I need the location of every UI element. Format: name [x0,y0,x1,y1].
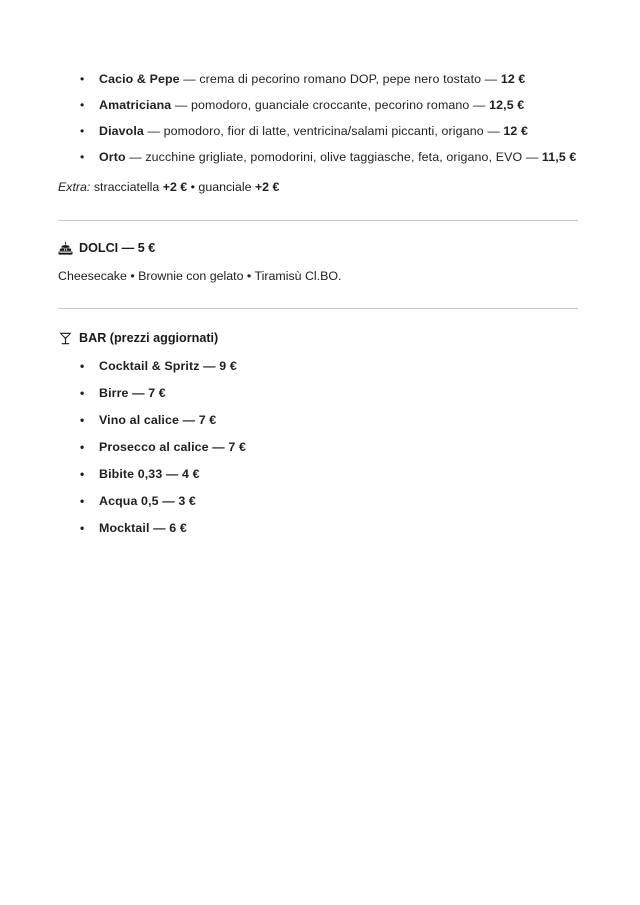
extra-line [58,179,580,195]
cocktail-glass-icon [58,331,73,346]
item-price-separator: — [182,413,196,427]
item-price-separator: — [132,386,145,400]
bar-heading-label: BAR (prezzi aggiornati) [79,331,219,345]
list-item [58,386,580,401]
item-separator: — [174,98,188,112]
bar-list [58,359,580,536]
item-price-separator: — [212,440,225,454]
item-price-separator: — [484,72,498,86]
item-price: 12 € [503,124,529,138]
item-description: zucchine grigliate, pomodorini, olive taggiasche, feta, origano, EVO [145,150,523,164]
list-item [58,72,580,87]
bar-items-wrapper [58,359,580,536]
list-item [58,494,580,509]
section-divider [58,308,578,309]
item-price-separator: — [162,494,175,508]
item-price: 6 € [169,521,187,535]
list-item [58,413,580,428]
item-name: Bibite 0,33 [99,467,163,481]
item-price: 12,5 € [489,98,525,112]
pizza-list [58,72,580,165]
item-name: Diavola [99,124,144,138]
item-price: 7 € [228,440,246,454]
item-name: Orto [99,150,126,164]
item-name: Amatriciana [99,98,172,112]
item-description: pomodoro, fior di latte, ventricina/salami piccanti, origano [163,124,484,138]
item-description: crema di pecorino romano DOP, pepe nero tostato [199,72,482,86]
item-price: 11,5 € [541,150,577,164]
list-item [58,440,580,455]
extra-label: Extra: [58,180,91,194]
extra-second-name: guanciale [198,180,252,194]
item-price-separator: — [473,98,486,112]
extra-first-name: stracciatella [93,180,160,194]
item-name: Cocktail & Spritz [99,359,200,373]
item-name: Prosecco al calice [99,440,209,454]
item-separator: — [129,150,142,164]
item-name: Acqua 0,5 [99,494,159,508]
item-price-separator: — [165,467,179,481]
list-item [58,150,580,165]
item-description: pomodoro, guanciale croccante, pecorino romano [190,98,470,112]
list-item [58,124,580,139]
list-item [58,467,580,482]
item-separator: — [147,124,161,138]
bar-section-heading [58,330,580,346]
extra-first-price: +2 € [162,180,188,194]
dolci-section-heading [58,240,580,256]
extra-second-price: +2 € [254,180,280,194]
item-price: 9 € [219,359,237,373]
item-name: Vino al calice [99,413,180,427]
section-divider [58,220,578,221]
list-item [58,359,580,374]
list-item [58,521,580,536]
item-price: 7 € [198,413,217,427]
item-price-separator: — [153,521,166,535]
item-name: Cacio & Pepe [99,72,180,86]
item-price: 3 € [178,494,196,508]
cake-icon [58,241,73,256]
dolci-section-body: Cheesecake • Brownie con gelato • Tiramisù Cl.BO. [58,269,342,283]
item-name: Mocktail [99,521,150,535]
item-price: 4 € [182,467,200,481]
list-item [58,98,580,113]
item-price: 7 € [148,386,166,400]
item-price: 12 € [500,72,526,86]
item-price-separator: — [203,359,216,373]
item-price-separator: — [487,124,500,138]
item-name: Birre [99,386,129,400]
item-price-separator: — [525,150,539,164]
item-separator: — [183,72,196,86]
dolci-heading-label: DOLCI — 5 € [79,241,156,255]
extra-bullet-separator: • [190,180,195,194]
